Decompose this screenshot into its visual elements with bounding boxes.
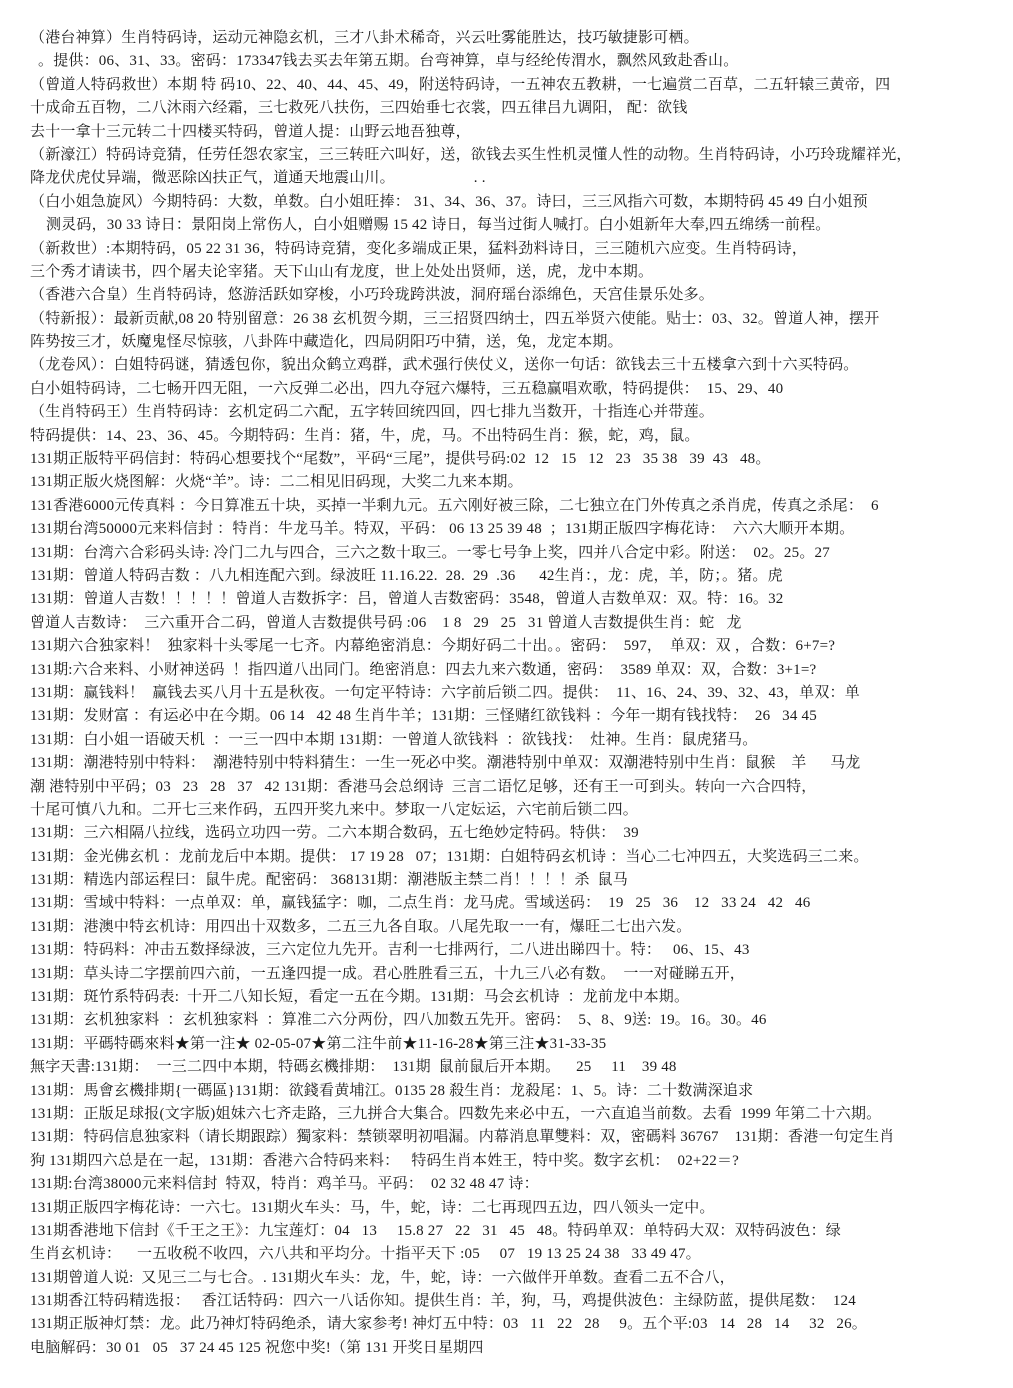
text-line: 潮 港特别中平码；03 23 28 37 42 131期：香港马会总纲诗 三言二语忆足够，还有王一可到头。转向一六合四特， <box>30 778 817 795</box>
text-line: 131期曾道人说: 又见三二与七合。. 131期火车头：龙，牛，蛇，诗：一六做伴开单数。查看二五不合八， <box>30 1269 735 1286</box>
text-line: 电脑解码：30 01 05 37 24 45 125 祝您中奖!（第 131 开奖日星期四 <box>30 1339 484 1356</box>
text-line: 131期：三六相隔八拉线，选码立功四一劳。二六本期合数码，五七绝妙定特码。特供： 39 <box>30 825 639 842</box>
text-line: 131期：特码信息独家料（请长期跟踪）獨家料：禁锁翠明初唱漏。内幕消息單雙料：双，密碼料 36767 131期：香港一句定生肖 <box>30 1129 895 1146</box>
text-line: （生肖特码王）生肖特码诗：玄机定码二六配，五字转回统四回，四七排九当数开，十指连心并带莲。 <box>30 404 715 421</box>
text-line: 131期台湾50000元来料信封 ：特肖：牛龙马羊。特双，平码： 06 13 25 39 48 ；131期正版四字梅花诗： 六六大顺开本期。 <box>30 521 855 538</box>
text-line: 阵势按三才，妖魔鬼怪尽惊骇，八卦阵中藏造化，四局阴阳巧中猜，送，兔，龙定本期。 <box>30 334 623 351</box>
text-line: 131期正版神灯禁：龙。此乃神灯特码绝杀，请大家参考! 神灯五中特：03 11 22 28 9。五个平:03 14 28 14 32 26。 <box>30 1316 868 1333</box>
text-line: （新濠江）特码诗竞猜，任劳任怨农家宝，三三转旺六叫好，送，欲钱去买生性机灵懂人性的动物。生肖特码诗，小巧玲珑耀祥光， <box>30 146 912 163</box>
text-line: （香港六合皇）生肖特码诗，悠游活跃如穿梭，小巧玲珑跨洪波，洞府瑶台添绵色，天宫佳景乐处多。 <box>30 287 715 304</box>
text-line: 131期：草头诗二字摆前四六前，一五逢四提一成。君心胜胜看三五，十九三八必有数。 一一对碰睇五开， <box>30 965 746 982</box>
text-line: 131期：正版足球报(文字版)姐妹六七齐走路，三九拼合大集合。四数先来必中五，一六直追当前数。去看 1999 年第二十六期。 <box>30 1105 882 1122</box>
text-line: 白小姐特码诗，二七畅开四无阻，一六反弹二必出，四九夺冠六爆特，三五稳赢唱欢歌，特码提供： 15、29、40 <box>30 380 784 397</box>
text-line: （港台神算）生肖特码诗，运动元神隐玄机，三才八卦术稀奇，兴云吐雾能胜达，技巧敏捷影可栖。 <box>30 30 699 46</box>
text-line: 测灵码，30 33 诗日：景阳岗上常伤人，白小姐赠赐 15 42 诗日，每当过街人喊打。白小姐新年大奉,四五绵绣一前程。 <box>46 217 831 234</box>
text-line: 131期：港澳中特玄机诗：用四出十双数多，二五三九各自取。八尾先取一一有，爆旺二七出六发。 <box>30 918 692 935</box>
text-line: （新救世）:本期特码，05 22 31 36，特码诗竞猜，变化多端成正果，猛料劲料诗日，三三随机六应变。生肖特码诗， <box>30 240 808 257</box>
text-line: 131期：金光佛玄机 ：龙前龙后中本期。提供： 17 19 28 07；131期：白姐特码玄机诗 ：当心二七冲四五，大奖选码三二来。 <box>30 848 869 865</box>
text-line: 131香港6000元传真料 ：今日算准五十块，买掉一半剩九元。五六刚好被三除，二七独立在门外传真之杀肖虎，传真之杀尾： 6 <box>30 497 879 514</box>
text-line: 131期：赢钱料！ 赢钱去买八月十五是秋夜。一句定平特诗：六字前后锁二四。提供： 11、16、24、39、32、43，单双：单 <box>30 684 860 701</box>
text-line: 特码提供：14、23、36、45。今期特码：生肖：猪，牛，虎，马。不出特码生肖：猴，蛇，鸡，鼠。 <box>30 427 700 444</box>
text-line: 曾道人吉数诗： 三六重开合二码，曾道人吉数提供号码 :06 1 8 29 25 31 曾道人吉数提供生肖：蛇 龙 <box>30 614 742 631</box>
text-line: 131期香港地下信封《千王之王》：九宝莲灯：04 13 15.8 27 22 31 45 48。特码单双：单特码大双：双特码波色：绿 <box>30 1222 842 1239</box>
text-line: 131期正版特平码信封：特码心想要找个“尾数”，平码“三尾”，提供号码:02 12 15 12 23 35 38 39 43 48。 <box>30 451 771 468</box>
text-line: 生肖玄机诗： 一五收税不收四，六八共和平均分。十指平天下 :05 07 19 13 25 24 38 33 49 47。 <box>30 1246 701 1263</box>
text-line: 狗 131期四六总是在一起，131期：香港六合特码来料： 特码生肖本姓王，特中奖。数字玄机： 02+22＝? <box>30 1152 740 1169</box>
text-line: （龙卷风）：白姐特码谜，猜透包你，貌出众鹤立鸡群，武术强行侠仗义，送你一句话：欲钱去三十五楼拿六到十六买特码。 <box>30 357 859 374</box>
text-line: 131期六合独家料！ 独家料十头零尾一七齐。内幕绝密消息：今期好码二十出。。密码： 597， 单双：双 ，合数：6+7=? <box>30 638 836 655</box>
text-line: 131期：精选内部运程曰：鼠牛虎。配密码： 368131期：潮港版主禁二肖！！！！杀 鼠马 <box>30 872 628 889</box>
text-line: 131期正版火烧图解：火烧“羊”。诗：二二相见旧码现，大奖二九来本期。 <box>30 474 523 491</box>
text-line: （特新报）：最新贡献,08 20 特别留意：26 38 玄机贺今期，三三招贤四纳士，四五举贤六使能。贴士：03、32。曾道人神，摆开 <box>30 310 880 327</box>
text-line: 131期:台湾38000元来料信封 特双，特肖：鸡羊马。平码： 02 32 48 47 诗： <box>30 1176 539 1193</box>
text-line: 131期：馬會玄機排期{一碼區}131期：欲錢看黄埔江。0135 28 殺生肖：龙殺尾：1、5。诗：二十数满深追求 <box>30 1082 754 1099</box>
text-line: 三个秀才请读书，四个屠夫论宰猪。天下山山有龙度，世上处处出贤师，送，虎，龙中本期。 <box>30 263 654 280</box>
text-line: 131期：台湾六合彩码头诗: 冷门二九与四合，三六之数十取三。一零七号争上奖，四并八合定中彩。附送： 02。25。27 <box>30 544 830 561</box>
text-line: （白小姐急旋风）今期特码：大数，单数。白小姐旺捧： 31、34、36、37。诗曰，三三风指六可数，本期特码 45 49 白小姐预 <box>30 193 868 210</box>
text-line: 131期正版四字梅花诗：一六七。131期火车头：马，牛，蛇，诗：二七再现四五边，四八领头一定中。 <box>30 1199 715 1216</box>
text-line: 十尾可慎八九和。二开七三来作码，五四开奖九来中。梦取一八定妘运，六宅前后锁二四。 <box>30 801 639 818</box>
text-line: 131期：斑竹系特码表: 十开二八知长短，看定一五在今期。131期：马会玄机诗 ：龙前龙中本期。 <box>30 989 690 1006</box>
text-line: 降龙伏虎仗异端，微恶除凶扶正气，道通天地震山川。 . . <box>30 170 486 187</box>
text-line: 131期：发财富 ：有运必中在今期。06 14 42 48 生肖牛羊；131期：三怪赌红欲钱料 ：今年一期有钱找特： 26 34 45 <box>30 708 817 725</box>
text-line: 無字天書:131期： 一三二四中本期，特碼玄機排期： 131期 鼠前鼠后开本期。 25 11 39 48 <box>30 1059 677 1076</box>
text-line: 131期:六合来料、小财神送码 ！指四道八出同门。绝密消息：四去九来六数通，密码： 3589 单双：双，合数：3+1=? <box>30 661 817 678</box>
text-line: 131期：曾道人特码吉数 ：八九相连配六到。绿波旺 11.16.22. 28. 29 .36 42生肖：，龙：虎，羊，防；。猪。虎 <box>30 567 783 584</box>
text-line: 131期：曾道人吉数！！！！！曾道人吉数拆字：吕，曾道人吉数密码：3548，曾道人吉数单双：双。特：16。32 <box>30 591 784 608</box>
text-line: 131期香江特码精选报： 香江话特码：四六一八话你知。提供生肖：羊，狗，马，鸡提供波色：主绿防蓝，提供尾数： 124 <box>30 1293 856 1310</box>
text-line: 131期：白小姐一语破天机 ：一三一四中本期 131期：一曾道人欲钱料 ：欲钱找： 灶神。生肖：鼠虎猪马。 <box>30 731 758 748</box>
text-line: （曾道人特码救世）本期 特 码10、22、40、44、45、49，附送特码诗，一五神农五教耕，一七遍赏二百草，二五轩辕三黄帝，四 <box>30 76 891 93</box>
text-line: 131期：潮港特别中特料： 潮港特别中特料猜生：一生一死必中奖。潮港特别中单双：双潮港特别中生肖：鼠猴 羊 马龙 <box>30 755 861 772</box>
text-line: 131期：平碼特碼來料★第一注★ 02-05-07★第二注牛前★11-16-28★第三注★31-33-35 <box>30 1035 607 1052</box>
text-line: 131期：雪域中特料：一点单双：单，赢钱猛字：咖，二点生肖：龙马虎。雪域送码： 19 25 36 12 33 24 42 46 <box>30 895 811 912</box>
text-line: 十成命五百物，二八沐雨六经霜，三七救死八扶伤，三四始垂七衣裳，四五律吕九调阳， 配：欲钱 <box>30 100 688 117</box>
text-line: 131期：特码料：冲击五数择绿波，三六定位九先开。吉利一七排两行，二八进出睇四十。特： 06、15、43 <box>30 942 750 959</box>
text-line: 131期：玄机独家料 ：玄机独家料 ：算准二六分两份，四八加数五先开。密码： 5、8、9送: 19。16。30。46 <box>30 1012 767 1029</box>
text-line: 。提供：06、31、33。密码：173347钱去买去年第五期。台弯神算，卓与经纶传渭水，飘然风致赴香山。 <box>38 53 739 70</box>
text-line: 去十一拿十三元转二十四楼买特码，曾道人提：山野云地吾独尊， <box>30 123 471 140</box>
